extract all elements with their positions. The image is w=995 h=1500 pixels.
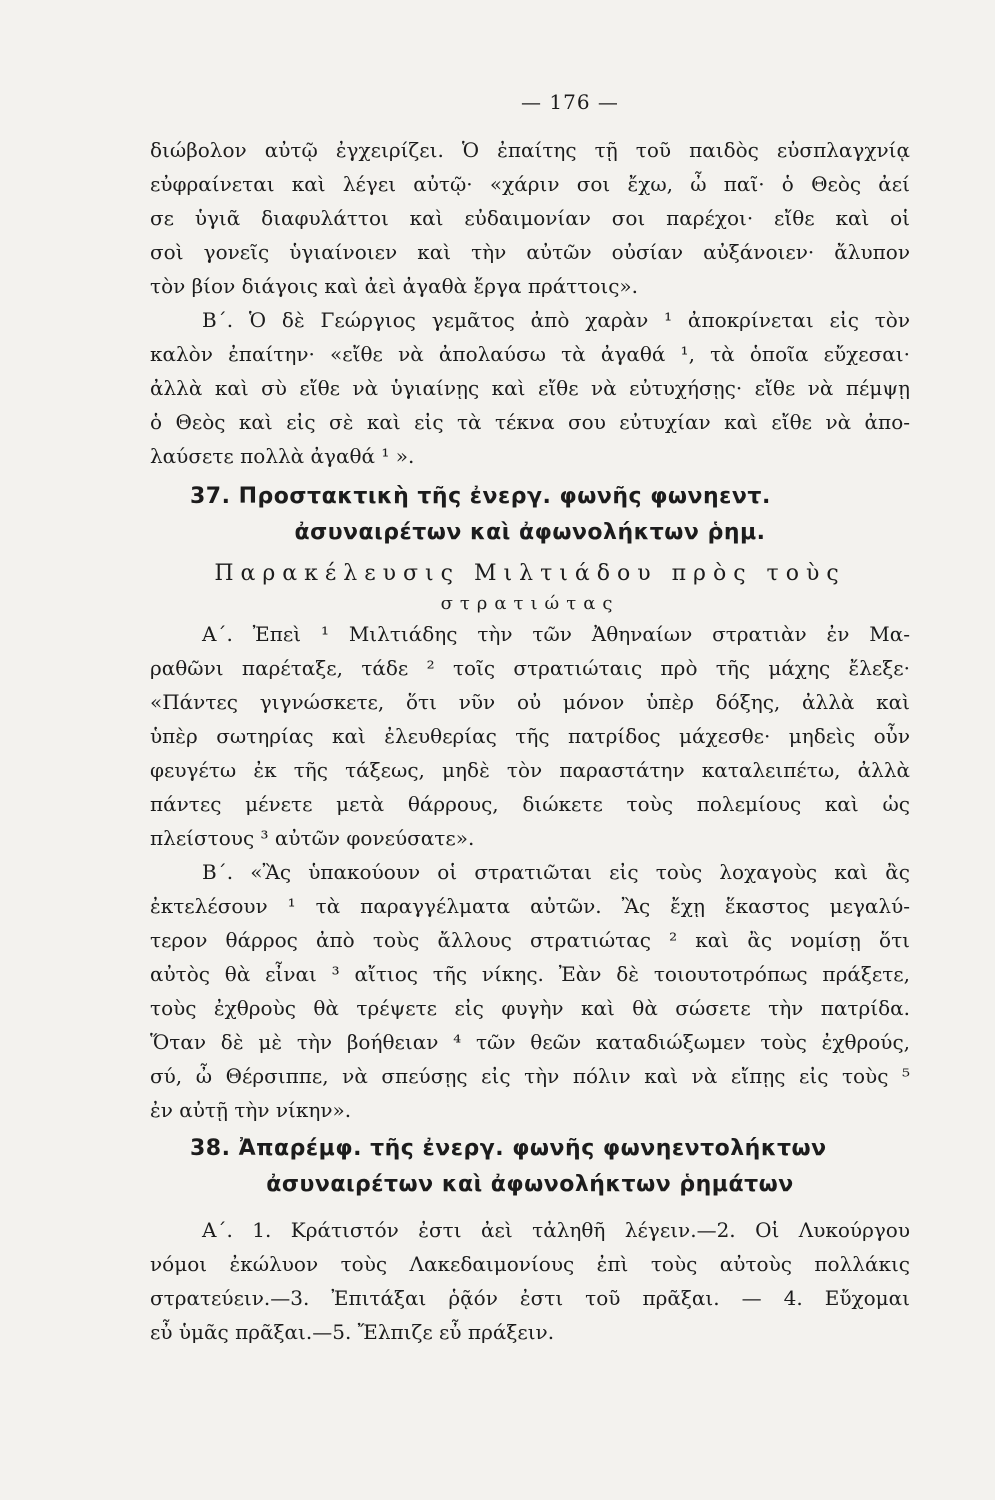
text-line: «Πάντες γιγνώσκετε, ὅτι νῦν οὐ μόνον ὑπὲρ δόξης, ἀλλὰ καὶ bbox=[150, 690, 910, 714]
text-line: πλείστους ³ αὐτῶν φονεύσατε». bbox=[150, 826, 475, 850]
page-number: — 176 — bbox=[521, 90, 619, 114]
text-line: Β΄. Ὁ δὲ Γεώργιος γεμᾶτος ἀπὸ χαρὰν ¹ ἀποκρίνεται εἰς τὸν bbox=[202, 308, 910, 332]
paragraph-2 bbox=[150, 303, 910, 473]
heading-line: ἀσυναιρέτων καὶ ἀφωνολήκτων ῥημάτων bbox=[266, 1172, 794, 1197]
heading-line: 38. Ἀπαρέμφ. τῆς ἐνεργ. φωνῆς φωνηεντολήκτων bbox=[190, 1136, 827, 1161]
paragraph-4 bbox=[150, 855, 910, 1127]
text-line: ἐκτελέσουν ¹ τὰ παραγγέλματα αὐτῶν. Ἂς ἔχῃ ἕκαστος μεγαλύ- bbox=[150, 894, 910, 918]
text-line: εὖ ὑμᾶς πρᾶξαι.—5. Ἔλπιζε εὖ πράξειν. bbox=[150, 1320, 555, 1344]
subtitle-line: στρατιώτας bbox=[440, 593, 620, 614]
paragraph-5 bbox=[150, 1213, 910, 1349]
text-line: πάντες μένετε μετὰ θάρρους, διώκετε τοὺς πολεμίους καὶ ὡς bbox=[150, 792, 910, 816]
text-line: διώβολον αὐτῷ ἐγχειρίζει. Ὁ ἐπαίτης τῇ τοῦ παιδὸς εὐσπλαγχνίᾳ bbox=[150, 138, 910, 162]
text-line: στρατεύειν.—3. Ἐπιτάξαι ῥᾷόν ἐστι τοῦ πρᾶξαι. — 4. Εὔχομαι bbox=[150, 1286, 910, 1310]
text-line: τερον θάρρος ἀπὸ τοὺς ἄλλους στρατιώτας ² καὶ ἂς νομίσῃ ὅτι bbox=[150, 928, 910, 952]
text-line: αὐτὸς θὰ εἶναι ³ αἴτιος τῆς νίκης. Ἐὰν δὲ τοιουτοτρόπως πράξετε, bbox=[150, 962, 910, 986]
text-line: νόμοι ἐκώλυον τοὺς Λακεδαιμονίους ἐπὶ τοὺς αὐτοὺς πολλάκις bbox=[150, 1252, 910, 1276]
text-line: Α΄. 1. Κράτιστόν ἐστι ἀεὶ τἀληθῆ λέγειν.—2. Οἱ Λυκούργου bbox=[202, 1218, 910, 1242]
heading-line: ἀσυναιρέτων καὶ ἀφωνολήκτων ῥημ. bbox=[294, 520, 766, 545]
heading-line: 37. Προστακτικὴ τῆς ἐνεργ. φωνῆς φωνηεντ. bbox=[190, 484, 771, 509]
text-line: ἀλλὰ καὶ σὺ εἴθε νὰ ὑγιαίνῃς καὶ εἴθε νὰ εὐτυχήσῃς· εἴθε νὰ πέμψῃ bbox=[150, 376, 910, 400]
text-line: ἐν αὐτῇ τὴν νίκην». bbox=[150, 1098, 352, 1122]
section-heading-37 bbox=[150, 479, 910, 551]
text-line: φευγέτω ἐκ τῆς τάξεως, μηδὲ τὸν παραστάτην καταλειπέτω, ἀλλὰ bbox=[150, 758, 910, 782]
text-line: λαύσετε πολλὰ ἀγαθά ¹ ». bbox=[150, 444, 415, 468]
text-line: σε ὑγιᾶ διαφυλάττοι καὶ εὐδαιμονίαν σοι παρέχοι· εἴθε καὶ οἱ bbox=[150, 206, 910, 230]
text-line: ὑπὲρ σωτηρίας καὶ ἐλευθερίας τῆς πατρίδος μάχεσθε· μηδεὶς οὖν bbox=[150, 724, 910, 748]
text-line: σοὶ γονεῖς ὑγιαίνοιεν καὶ τὴν αὐτῶν οὐσίαν αὐξάνοιεν· ἄλυπον bbox=[150, 240, 910, 264]
paragraph-1 bbox=[150, 133, 910, 303]
text-line: τὸν βίον διάγοις καὶ ἀεὶ ἀγαθὰ ἔργα πράττοις». bbox=[150, 274, 639, 298]
text-line: σύ, ὦ Θέρσιππε, νὰ σπεύσῃς εἰς τὴν πόλιν καὶ νὰ εἴπῃς εἰς τοὺς ⁵ bbox=[150, 1064, 910, 1088]
section-heading-38 bbox=[150, 1131, 910, 1203]
text-line: ραθῶνι παρέταξε, τάδε ² τοῖς στρατιώταις πρὸ τῆς μάχης ἔλεξε· bbox=[150, 656, 910, 680]
text-line: τοὺς ἐχθροὺς θὰ τρέψετε εἰς φυγὴν καὶ θὰ σώσετε τὴν πατρίδα. bbox=[150, 996, 910, 1020]
subtitle-line: Παρακέλευσις Μιλτιάδου πρὸς τοὺς bbox=[214, 561, 846, 586]
text-line: Ὅταν δὲ μὲ τὴν βοήθειαν ⁴ τῶν θεῶν καταδιώξωμεν τοὺς ἐχθρούς, bbox=[150, 1030, 910, 1054]
text-line: ὁ Θεὸς καὶ εἰς σὲ καὶ εἰς τὰ τέκνα σου εὐτυχίαν καὶ εἴθε νὰ ἀπο- bbox=[150, 410, 910, 434]
book-page bbox=[150, 85, 910, 1349]
paragraph-3 bbox=[150, 617, 910, 855]
text-line: καλὸν ἐπαίτην· «εἴθε νὰ ἀπολαύσω τὰ ἀγαθά ¹, τὰ ὁποῖα εὔχεσαι· bbox=[150, 342, 910, 366]
text-line: Α΄. Ἐπεὶ ¹ Μιλτιάδης τὴν τῶν Ἀθηναίων στρατιὰν ἐν Μα- bbox=[202, 622, 910, 646]
subtitle bbox=[150, 557, 910, 617]
text-line: εὐφραίνεται καὶ λέγει αὐτῷ· «χάριν σοι ἔχω, ὦ παῖ· ὁ Θεὸς ἀεί bbox=[150, 172, 910, 196]
text-line: Β΄. «Ἂς ὑπακούουν οἱ στρατιῶται εἰς τοὺς λοχαγοὺς καὶ ἂς bbox=[202, 860, 910, 884]
